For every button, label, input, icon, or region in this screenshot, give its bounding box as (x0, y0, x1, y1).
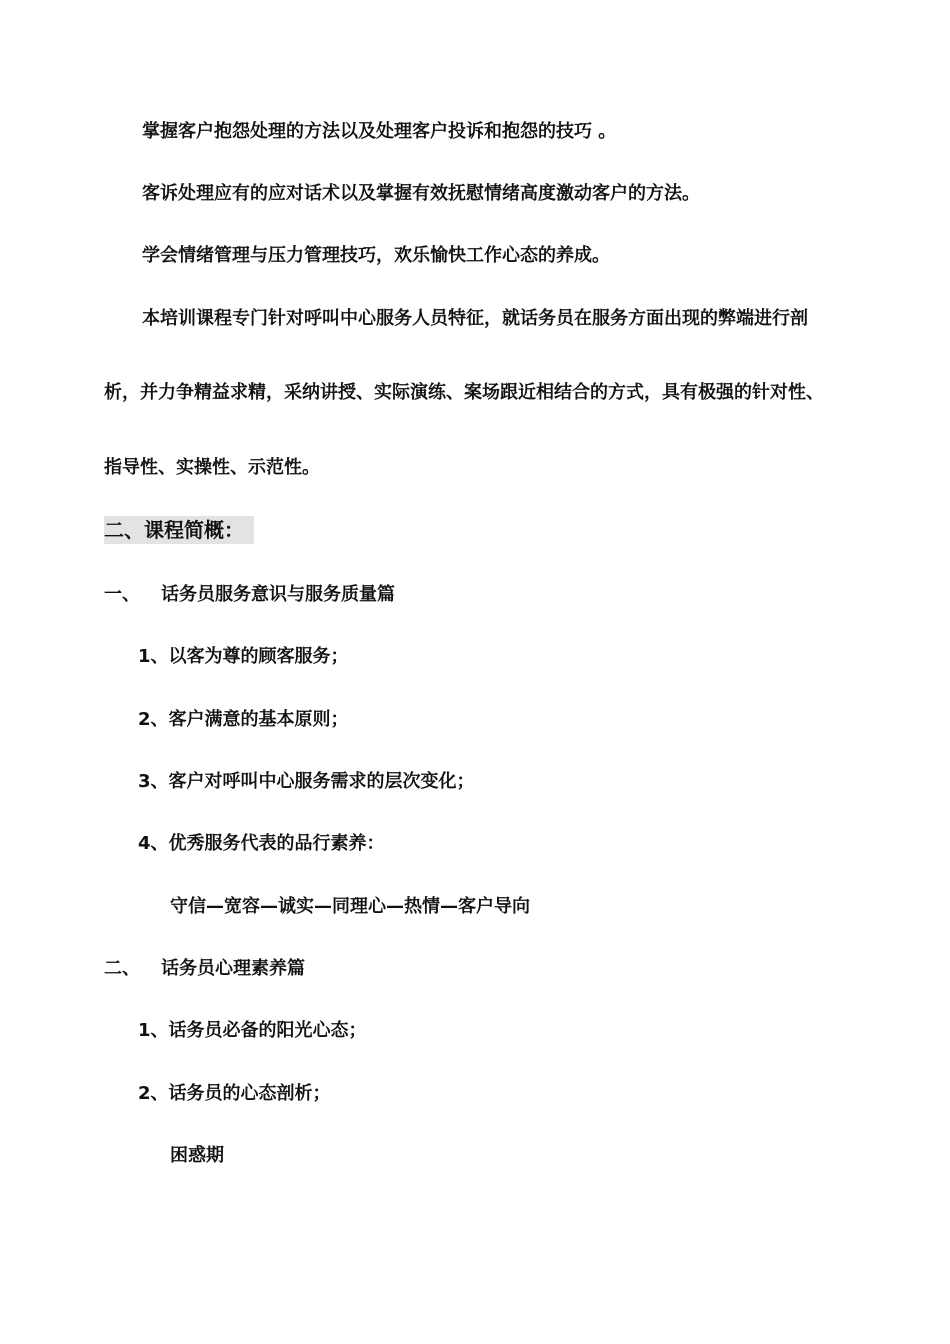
intro-paragraph-4-line-1: 本培训课程专门针对呼叫中心服务人员特征，就话务员在服务方面出现的弊端进行剖 (142, 308, 808, 329)
part-1-heading (104, 583, 395, 607)
section-heading: 二、课程简概： (104, 516, 254, 544)
list-item: 3、客户对呼叫中心服务需求的层次变化； (138, 771, 475, 792)
intro-paragraph-2: 客诉处理应有的应对话术以及掌握有效抚慰情绪高度激动客户的方法。 (142, 183, 700, 204)
part-2-title: 话务员心理素养篇 (161, 958, 305, 979)
part-1-title: 话务员服务意识与服务质量篇 (161, 584, 395, 605)
list-item: 1、话务员必备的阳光心态； (138, 1020, 367, 1041)
part-2-heading (104, 957, 305, 981)
list-item: 4、优秀服务代表的品行素养： (138, 833, 385, 854)
list-item: 2、话务员的心态剖析； (138, 1083, 331, 1104)
intro-paragraph-1: 掌握客户抱怨处理的方法以及处理客户投诉和抱怨的技巧 。 (142, 121, 617, 142)
part-2-number: 二、 (104, 958, 140, 979)
intro-paragraph-4-line-3: 指导性、实操性、示范性。 (104, 457, 320, 478)
intro-paragraph-3: 学会情绪管理与压力管理技巧，欢乐愉快工作心态的养成。 (142, 245, 610, 266)
part-2-sub-line: 困惑期 (170, 1145, 224, 1166)
intro-paragraph-4-line-2: 析，并力争精益求精，采纳讲授、实际演练、案场跟近相结合的方式，具有极强的针对性、 (104, 382, 824, 403)
list-item: 2、客户满意的基本原则； (138, 709, 349, 730)
part-1-sub-line: 守信—宽容—诚实—同理心—热情—客户导向 (170, 896, 530, 917)
list-item: 1、以客为尊的顾客服务； (138, 646, 349, 667)
part-1-number: 一、 (104, 584, 140, 605)
